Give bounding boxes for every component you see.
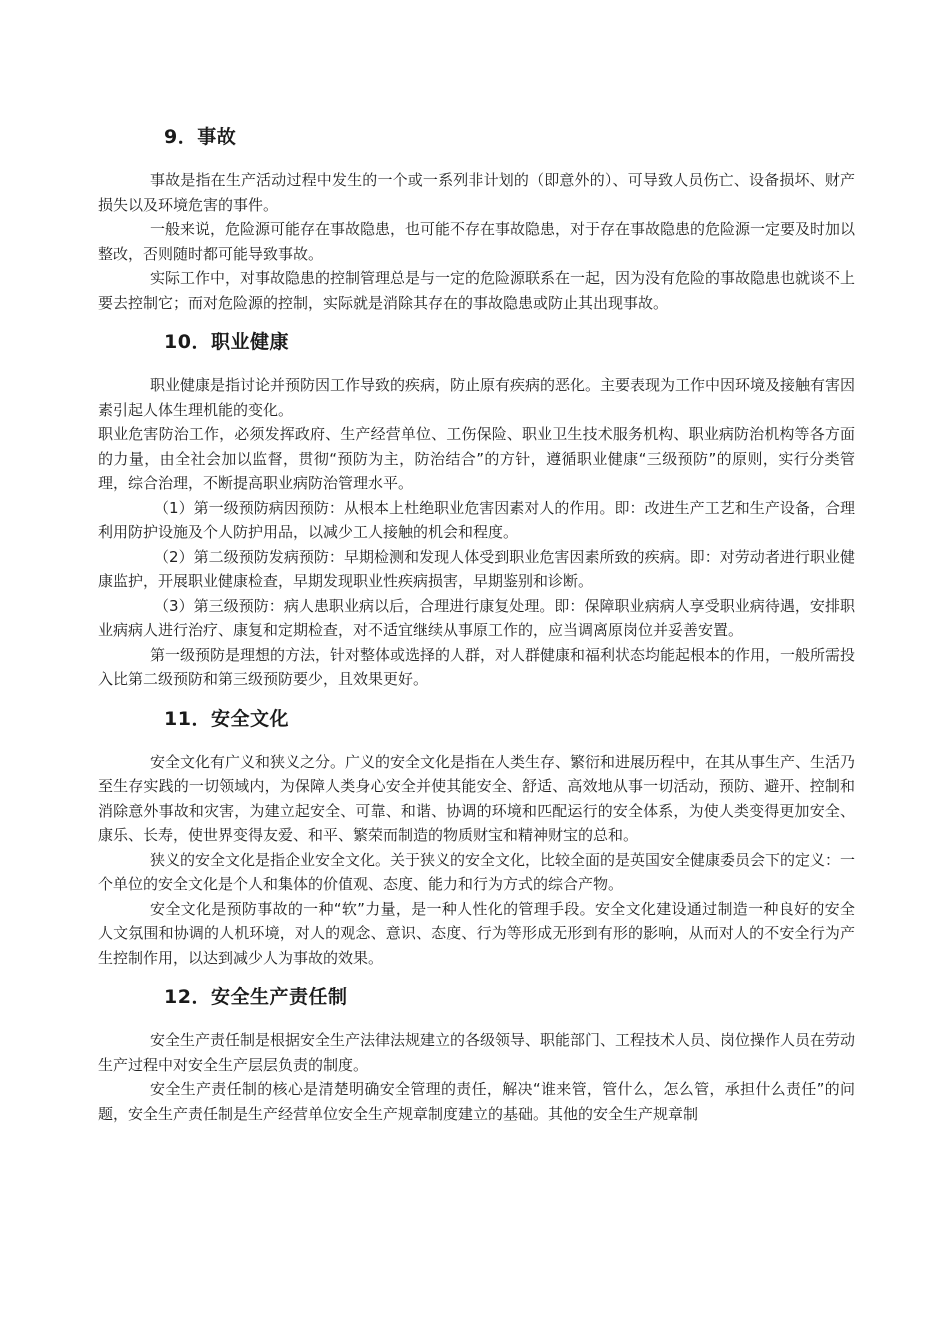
paragraph: 安全文化有广义和狭义之分。广义的安全文化是指在人类生存、繁衍和进展历程中，在其从事生产、生活乃至生存实践的一切领域内，为保障人类身心安全并使其能安全、舒适、高效地从事一切活动，预防、避开、控制和消除意外事故和灾害，为建立起安全、可靠、和谐、协调的环境和匹配运行的安全体系，为使人类变得更加安全、康乐、长寿，使世界变得友爱、和平、繁荣而制造的物质财宝和精神财宝的总和。	[98, 752, 856, 844]
paragraph: 狭义的安全文化是指企业安全文化。关于狭义的安全文化，比较全面的是英国安全健康委员会下的定义：一个单位的安全文化是个人和集体的价值观、态度、能力和行为方式的综合产物。	[98, 850, 856, 893]
paragraph: （1）第一级预防病因预防：从根本上杜绝职业危害因素对人的作用。即：改进生产工艺和生产设备，合理利用防护设施及个人防护用品，以减少工人接触的机会和程度。	[98, 498, 855, 541]
section-title: 12．安全生产责任制	[164, 986, 348, 1008]
paragraph: 一般来说，危险源可能存在事故隐患，也可能不存在事故隐患，对于存在事故隐患的危险源一定要及时加以整改，否则随时都可能导致事故。	[98, 220, 856, 263]
section-accident	[98, 120, 855, 315]
paragraph: 职业危害防治工作，必须发挥政府、生产经营单位、工伤保险、职业卫生技术服务机构、职业病防治机构等各方面的力量，由全社会加以监督，贯彻“预防为主，防治结合”的方针，遵循职业健康“三级预防”的原则，实行分类管理，综合治理，不断提高职业病防治管理水平。	[98, 425, 855, 492]
section-responsibility-system	[98, 980, 855, 1126]
paragraph: 事故是指在生产活动过程中发生的一个或一系列非计划的（即意外的）、可导致人员伤亡、设备损坏、财产损失以及环境危害的事件。	[98, 171, 855, 214]
paragraph: 第一级预防是理想的方法，针对整体或选择的人群，对人群健康和福利状态均能起根本的作用，一般所需投入比第二级预防和第三级预防要少，且效果更好。	[98, 645, 856, 688]
paragraph: 安全生产责任制是根据安全生产法律法规建立的各级领导、职能部门、工程技术人员、岗位操作人员在劳动生产过程中对安全生产层层负责的制度。	[98, 1031, 856, 1074]
paragraph: 职业健康是指讨论并预防因工作导致的疾病，防止原有疾病的恶化。主要表现为工作中因环境及接触有害因素引起人体生理机能的变化。	[98, 376, 856, 419]
section-title: 10．职业健康	[164, 331, 289, 353]
section-safety-culture	[98, 702, 855, 971]
paragraph: 安全生产责任制的核心是清楚明确安全管理的责任，解决“谁来管，管什么，怎么管，承担什么责任”的问题，安全生产责任制是生产经营单位安全生产规章制度建立的基础。其他的安全生产规章制	[98, 1080, 855, 1123]
paragraph: 实际工作中，对事故隐患的控制管理总是与一定的危险源联系在一起，因为没有危险的事故隐患也就谈不上要去控制它；而对危险源的控制，实际就是消除其存在的事故隐患或防止其出现事故。	[98, 269, 856, 312]
paragraph: （2）第二级预防发病预防：早期检测和发现人体受到职业危害因素所致的疾病。即：对劳动者进行职业健康监护，开展职业健康检查，早期发现职业性疾病损害，早期鉴别和诊断。	[98, 547, 855, 590]
document-body	[98, 120, 855, 1136]
section-occupational-health	[98, 325, 855, 692]
section-title: 11．安全文化	[164, 707, 289, 730]
section-title: 9．事故	[164, 126, 237, 148]
paragraph: 安全文化是预防事故的一种“软”力量，是一种人性化的管理手段。安全文化建设通过制造一种良好的安全人文氛围和协调的人机环境，对人的观念、意识、态度、行为等形成无形到有形的影响，从而对人的不安全行为产生控制作用，以达到减少人为事故的效果。	[98, 899, 855, 967]
paragraph: （3）第三级预防：病人患职业病以后，合理进行康复处理。即：保障职业病病人享受职业病待遇，安排职业病病人进行治疗、康复和定期检查，对不适宜继续从事原工作的，应当调离原岗位并妥善安置。	[98, 596, 855, 639]
